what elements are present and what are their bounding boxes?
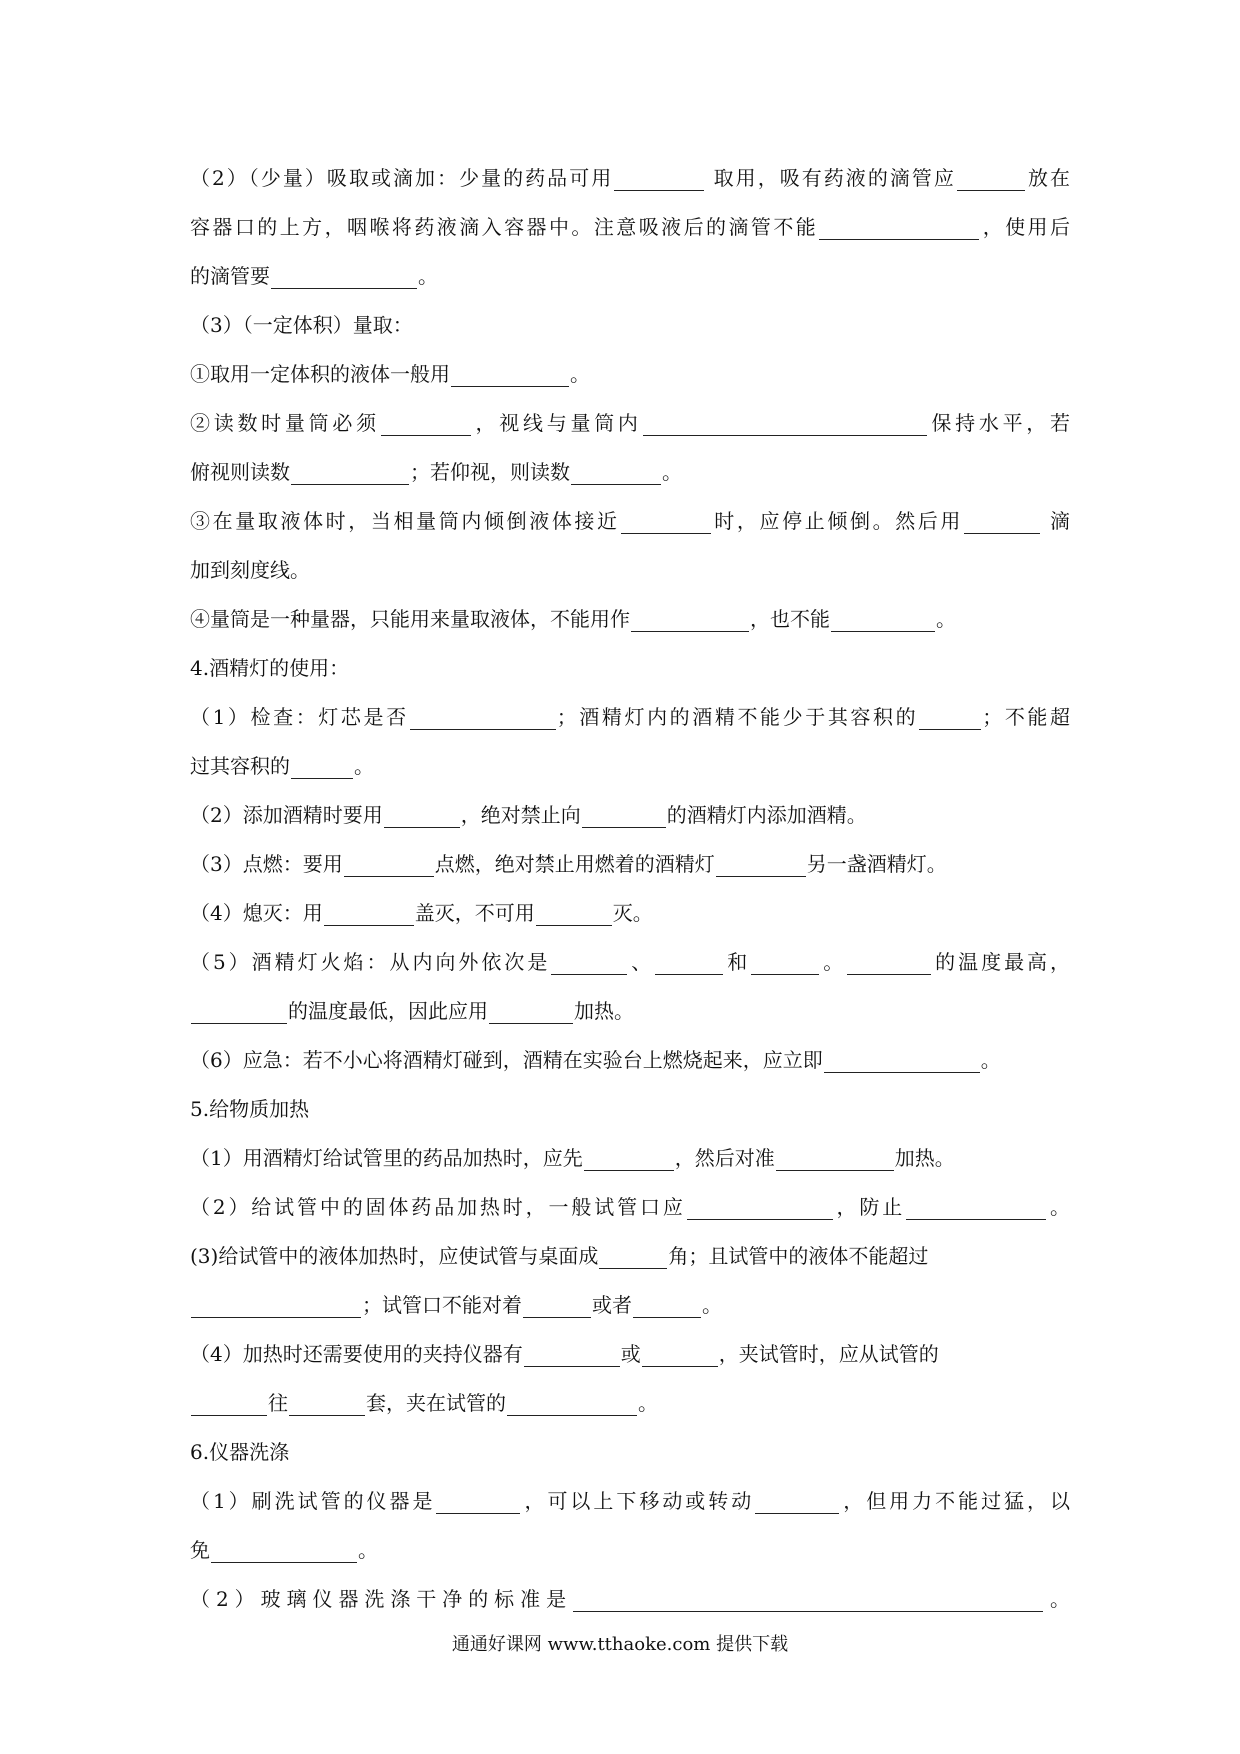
fill-in-blank[interactable] [751, 946, 819, 975]
fill-in-blank[interactable] [906, 1191, 1046, 1220]
worksheet-line [190, 301, 1070, 350]
fill-in-blank[interactable] [436, 1485, 520, 1514]
fill-in-blank[interactable] [291, 456, 409, 485]
fill-in-blank[interactable] [633, 1289, 701, 1318]
fill-in-blank[interactable] [957, 162, 1025, 191]
line-text: 的温度最高， [932, 950, 1070, 974]
fill-in-blank[interactable] [716, 848, 806, 877]
line-text: 5.给物质加热 [190, 1097, 310, 1121]
fill-in-blank[interactable] [191, 995, 287, 1024]
worksheet-line [190, 1477, 1070, 1526]
line-text: （2）添加酒精时要用 [190, 803, 383, 827]
line-text: （2）玻璃仪器洗涤干净的标准是 [190, 1587, 573, 1611]
fill-in-blank[interactable] [271, 260, 417, 289]
fill-in-blank[interactable] [582, 799, 666, 828]
line-text: 另一盏酒精灯。 [806, 852, 947, 876]
line-text: （1）刷洗试管的仪器是 [190, 1489, 436, 1513]
line-text: (3)给试管中的液体加热时，应使试管与桌面成 [190, 1244, 599, 1268]
fill-in-blank[interactable] [776, 1142, 894, 1171]
worksheet-line [190, 595, 1070, 644]
line-text: 。 [702, 1293, 722, 1317]
worksheet-line [190, 1281, 1070, 1330]
line-text: ，也不能 [750, 607, 830, 631]
fill-in-blank[interactable] [571, 456, 661, 485]
line-text: ；酒精灯内的酒精不能少于其容积的 [556, 705, 919, 729]
fill-in-blank[interactable] [507, 1387, 637, 1416]
fill-in-blank[interactable] [847, 946, 931, 975]
line-text: ，绝对禁止向 [460, 803, 581, 827]
worksheet-line [190, 1085, 1070, 1134]
fill-in-blank[interactable] [642, 1338, 718, 1367]
worksheet-line [190, 1232, 1070, 1281]
worksheet-body [190, 154, 1070, 1624]
worksheet-line [190, 791, 1070, 840]
line-text: 、 [628, 950, 655, 974]
line-text: （3）（一定体积）量取： [190, 313, 413, 337]
line-text: ；不能超 [982, 705, 1070, 729]
worksheet-line [190, 203, 1070, 252]
line-text: 点燃，绝对禁止用燃着的酒精灯 [434, 852, 715, 876]
fill-in-blank[interactable] [573, 1583, 1043, 1612]
worksheet-line [190, 350, 1070, 399]
line-text: 盖灭，不可用 [414, 901, 535, 925]
line-text: 加到刻度线。 [190, 558, 310, 582]
worksheet-line [190, 1428, 1070, 1477]
worksheet-line [190, 448, 1070, 497]
fill-in-blank[interactable] [964, 505, 1040, 534]
worksheet-line [190, 742, 1070, 791]
line-text: （2）（少量）吸取或滴加：少量的药品可用 [190, 166, 614, 190]
fill-in-blank[interactable] [289, 1387, 365, 1416]
line-text: 的滴管要 [190, 264, 270, 288]
line-text: ②读数时量筒必须 [190, 411, 380, 435]
fill-in-blank[interactable] [410, 701, 556, 730]
line-text: 。 [980, 1048, 1001, 1072]
line-text: ，然后对准 [674, 1146, 775, 1170]
fill-in-blank[interactable] [291, 750, 353, 779]
line-text: 时，应停止倾倒。然后用 [711, 509, 964, 533]
line-text: 。 [820, 950, 847, 974]
worksheet-line [190, 889, 1070, 938]
line-text: 取用，吸有药液的滴管应 [705, 166, 956, 190]
line-text: 。 [418, 264, 438, 288]
line-text: ，夹试管时，应从试管的 [718, 1342, 939, 1366]
line-text: ，视线与量筒内 [471, 411, 642, 435]
line-text: 容器口的上方，咽喉将药液滴入容器中。注意吸液后的滴管不能 [190, 215, 819, 239]
line-text: 。 [354, 754, 374, 778]
line-text: （1）用酒精灯给试管里的药品加热时，应先 [190, 1146, 583, 1170]
fill-in-blank[interactable] [536, 897, 612, 926]
line-text: ；试管口不能对着 [362, 1293, 522, 1317]
fill-in-blank[interactable] [824, 1044, 980, 1073]
line-text: 套，夹在试管的 [366, 1391, 506, 1415]
line-text: 。 [1044, 1587, 1070, 1611]
line-text: ，但用力不能过猛，以 [840, 1489, 1070, 1513]
fill-in-blank[interactable] [631, 603, 749, 632]
line-text: 或者 [592, 1293, 632, 1317]
line-text: 角；且试管中的液体不能超过 [668, 1244, 929, 1268]
line-text: （3）点燃：要用 [190, 852, 343, 876]
fill-in-blank[interactable] [451, 358, 569, 387]
worksheet-line [190, 1134, 1070, 1183]
line-text: ①取用一定体积的液体一般用 [190, 362, 450, 386]
fill-in-blank[interactable] [643, 407, 927, 436]
fill-in-blank[interactable] [191, 1289, 361, 1318]
worksheet-line [190, 987, 1070, 1036]
fill-in-blank[interactable] [584, 1142, 674, 1171]
line-text: 过其容积的 [190, 754, 290, 778]
line-text: 免 [190, 1538, 210, 1562]
line-text: 和 [724, 950, 751, 974]
line-text: 4.酒精灯的使用： [190, 656, 350, 680]
line-text: 放在 [1025, 166, 1070, 190]
line-text: ③在量取液体时，当相量筒内倾倒液体接近 [190, 509, 620, 533]
line-text: （5）酒精灯火焰：从内向外依次是 [190, 950, 551, 974]
line-text: 6.仪器洗涤 [190, 1440, 290, 1464]
worksheet-line [190, 1379, 1070, 1428]
line-text: 的温度最低，因此应用 [288, 999, 488, 1023]
line-text: 加热。 [894, 1146, 955, 1170]
fill-in-blank[interactable] [831, 603, 935, 632]
line-text: 。 [358, 1538, 378, 1562]
line-text: 。 [570, 362, 590, 386]
fill-in-blank[interactable] [599, 1240, 667, 1269]
worksheet-line [190, 1575, 1070, 1624]
worksheet-line [190, 1526, 1070, 1575]
worksheet-line [190, 938, 1070, 987]
fill-in-blank[interactable] [755, 1485, 839, 1514]
fill-in-blank[interactable] [384, 799, 460, 828]
fill-in-blank[interactable] [819, 211, 979, 240]
line-text: 。 [1047, 1195, 1070, 1219]
worksheet-line [190, 1330, 1070, 1379]
line-text: 加热。 [574, 999, 634, 1023]
line-text: 。 [662, 460, 682, 484]
line-text: ，防止 [833, 1195, 906, 1219]
worksheet-line [190, 497, 1070, 546]
worksheet-line [190, 693, 1070, 742]
fill-in-blank[interactable] [687, 1191, 833, 1220]
worksheet-line [190, 1183, 1070, 1232]
line-text: 保持水平，若 [927, 411, 1070, 435]
worksheet-line [190, 252, 1070, 301]
fill-in-blank[interactable] [324, 897, 414, 926]
worksheet-line [190, 644, 1070, 693]
page-footer: 通通好课网 www.tthaoke.com 提供下载 [451, 1634, 789, 1655]
line-text: ，可以上下移动或转动 [521, 1489, 755, 1513]
worksheet-line [190, 154, 1070, 203]
line-text: 滴 [1041, 509, 1070, 533]
line-text: （4）加热时还需要使用的夹持仪器有 [190, 1342, 523, 1366]
fill-in-blank[interactable] [489, 995, 573, 1024]
line-text: 俯视则读数 [190, 460, 290, 484]
line-text: （6）应急：若不小心将酒精灯碰到，酒精在实验台上燃烧起来，应立即 [190, 1048, 823, 1072]
fill-in-blank[interactable] [381, 407, 471, 436]
fill-in-blank[interactable] [344, 848, 434, 877]
worksheet-line [190, 399, 1070, 448]
line-text: 。 [638, 1391, 658, 1415]
line-text: 的酒精灯内添加酒精。 [666, 803, 867, 827]
line-text: 或 [620, 1342, 641, 1366]
fill-in-blank[interactable] [655, 946, 723, 975]
line-text: （1）检查：灯芯是否 [190, 705, 409, 729]
fill-in-blank[interactable] [211, 1534, 357, 1563]
line-text: ，使用后 [980, 215, 1070, 239]
fill-in-blank[interactable] [919, 701, 981, 730]
worksheet-line [190, 546, 1070, 595]
line-text: 灭。 [612, 901, 653, 925]
line-text: 。 [936, 607, 956, 631]
fill-in-blank[interactable] [621, 505, 711, 534]
line-text: ④量筒是一种量器，只能用来量取液体，不能用作 [190, 607, 630, 631]
worksheet-line [190, 1036, 1070, 1085]
line-text: （2）给试管中的固体药品加热时，一般试管口应 [190, 1195, 686, 1219]
fill-in-blank[interactable] [524, 1338, 620, 1367]
fill-in-blank[interactable] [551, 946, 627, 975]
line-text: 往 [268, 1391, 288, 1415]
fill-in-blank[interactable] [614, 162, 704, 191]
line-text: （4）熄灭：用 [190, 901, 323, 925]
line-text: ；若仰视，则读数 [410, 460, 570, 484]
fill-in-blank[interactable] [191, 1387, 267, 1416]
fill-in-blank[interactable] [523, 1289, 591, 1318]
worksheet-line [190, 840, 1070, 889]
